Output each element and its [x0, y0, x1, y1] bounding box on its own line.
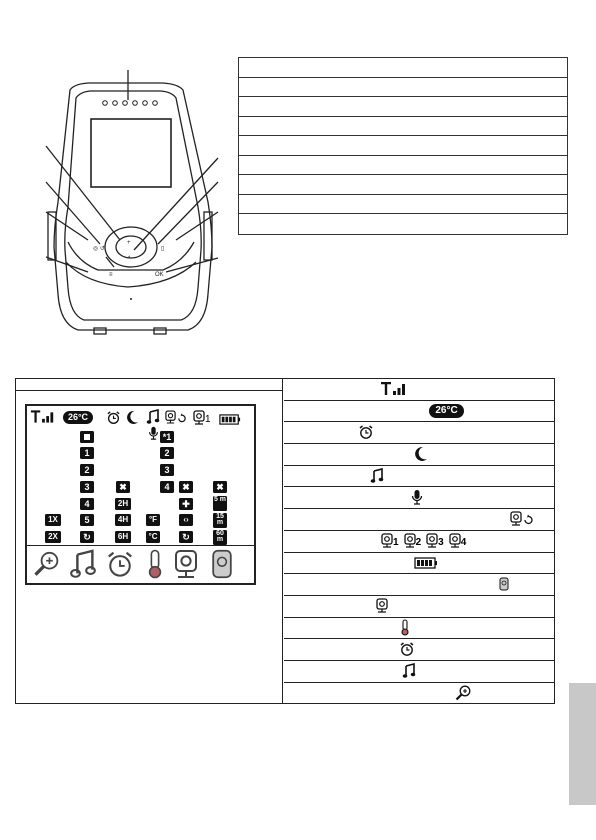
- baby-unit-icon: [211, 548, 233, 585]
- list-item: [284, 466, 554, 488]
- cancel-key: ✖: [179, 481, 193, 493]
- cancel-key: ✖: [116, 481, 130, 493]
- battery-icon: [219, 412, 241, 430]
- status-bar: [27, 406, 254, 428]
- camera-cycle-icon: [510, 511, 534, 527]
- menu-key: 3: [160, 464, 174, 476]
- plus-key: ✚: [179, 498, 193, 510]
- icon-description-list: [284, 379, 554, 704]
- table-row: [239, 195, 567, 215]
- section-tab: [569, 683, 596, 805]
- menu-key: 1: [80, 447, 94, 459]
- table-row: [239, 78, 567, 98]
- alarm-clock-icon: [358, 424, 374, 440]
- list-item: [284, 553, 554, 575]
- music-note-icon: [69, 549, 97, 584]
- alarm-clock-icon: [105, 548, 135, 585]
- menu-key: 3: [80, 481, 94, 493]
- list-item: [284, 596, 554, 618]
- signal-icon: [30, 410, 56, 429]
- timer-key: 2H: [115, 498, 131, 510]
- unit-key: °F: [146, 514, 160, 526]
- music-note-icon: [370, 468, 384, 484]
- list-item: [284, 639, 554, 661]
- alarm-clock-icon: [106, 410, 121, 430]
- microphone-icon: [148, 426, 159, 445]
- list-item: [284, 531, 554, 553]
- table-row: [239, 117, 567, 137]
- svg-text:*: *: [128, 256, 131, 262]
- camera-icon: 2: [404, 533, 422, 548]
- device-illustration: [38, 62, 223, 342]
- duration-key: 60 m: [213, 530, 227, 545]
- bottom-icon-bar: [27, 545, 254, 583]
- battery-icon: [414, 555, 438, 571]
- table-header: [16, 379, 282, 391]
- svg-text:≡: ≡: [109, 272, 113, 278]
- camera-cycle-icon: [165, 410, 187, 430]
- thermometer-icon: [146, 548, 164, 585]
- table-row: [239, 136, 567, 156]
- list-item: [284, 683, 554, 705]
- zoom-key: 1X: [45, 514, 61, 526]
- camera-icon: [376, 598, 388, 614]
- list-item: [284, 618, 554, 640]
- duration-key: 5 m: [213, 496, 227, 511]
- menu-key: 2: [80, 464, 94, 476]
- cycle-key: ↻: [80, 531, 94, 543]
- table-row: [239, 97, 567, 117]
- menu-key: 5: [80, 514, 94, 526]
- list-item: [284, 487, 554, 509]
- camera-icon: 4: [449, 533, 467, 548]
- arrow-key: ‹›: [179, 514, 193, 526]
- svg-text:OK: OK: [155, 272, 164, 278]
- unit-key: °C: [146, 531, 160, 543]
- table-row: [239, 58, 567, 78]
- talk-key: *1: [160, 431, 174, 443]
- camera-icon: [174, 548, 198, 585]
- camera-icon: 3: [426, 533, 444, 548]
- camera-icon: 1: [193, 410, 211, 425]
- list-item: [284, 422, 554, 444]
- camera-icon: 1: [381, 533, 399, 548]
- baby-unit-icon: [499, 576, 509, 592]
- list-item: [284, 509, 554, 531]
- menu-key: 2: [160, 447, 174, 459]
- spec-table: [238, 57, 568, 235]
- camera-number-icons: [381, 533, 466, 549]
- zoom-icon: [455, 685, 472, 701]
- svg-text:◎ ↺: ◎ ↺: [93, 246, 105, 252]
- zoom-key: 2X: [45, 531, 61, 543]
- stop-key: [80, 431, 94, 443]
- list-item: [284, 444, 554, 466]
- alarm-clock-icon: [399, 641, 415, 657]
- temperature-badge-icon: 26°C: [429, 404, 464, 418]
- list-item: [284, 574, 554, 596]
- cycle-key: ↻: [179, 531, 193, 543]
- microphone-icon: [411, 489, 423, 505]
- temperature-badge-icon: 26°C: [63, 411, 93, 424]
- screen-display-mockup: [25, 404, 256, 585]
- timer-key: 4H: [115, 514, 131, 526]
- signal-icon: [380, 381, 408, 397]
- zoom-icon: [33, 549, 61, 584]
- thermometer-icon: [400, 620, 410, 636]
- music-note-icon: [402, 663, 416, 679]
- cancel-key: ✖: [213, 481, 227, 493]
- timer-key: 6H: [115, 531, 131, 543]
- moon-icon: [126, 410, 139, 430]
- list-item: [284, 401, 554, 423]
- svg-text:+: +: [127, 240, 131, 246]
- table-row: [239, 214, 567, 234]
- moon-icon: [414, 446, 428, 462]
- table-row: [239, 156, 567, 176]
- list-item: [284, 661, 554, 683]
- menu-key: 4: [160, 481, 174, 493]
- duration-key: 15 m: [213, 513, 227, 528]
- menu-key: 4: [80, 498, 94, 510]
- list-item: [284, 379, 554, 401]
- table-row: [239, 175, 567, 195]
- svg-text:▯: ▯: [161, 246, 165, 252]
